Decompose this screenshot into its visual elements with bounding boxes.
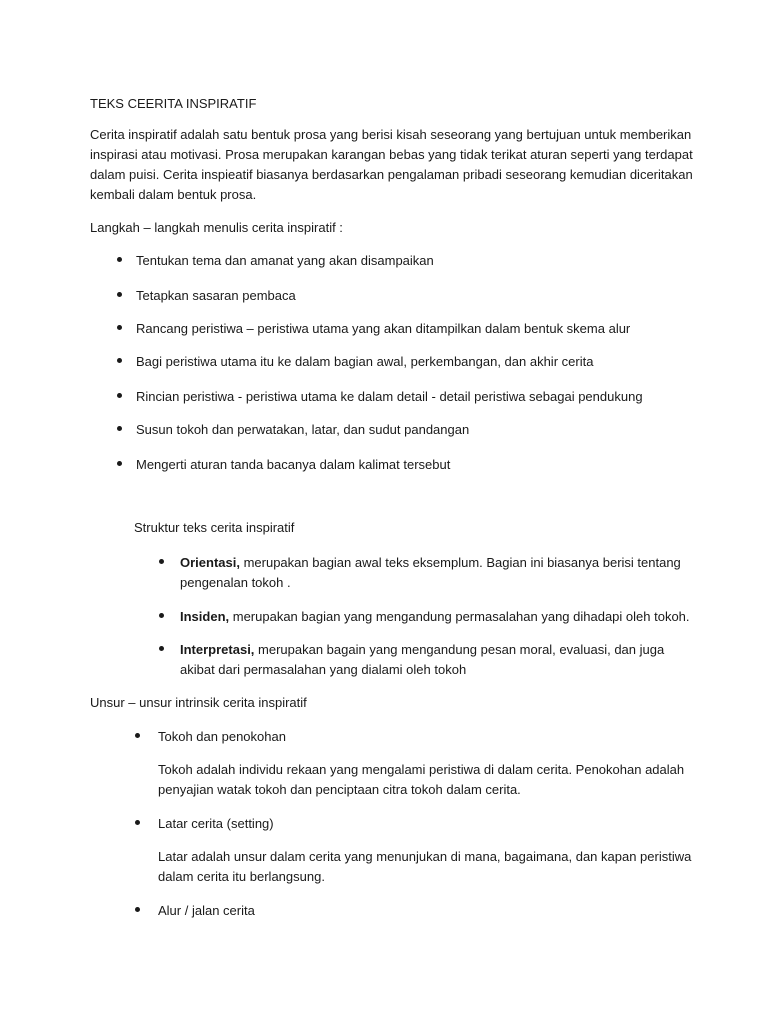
structure-desc: merupakan bagian awal teks eksemplum. Bagian ini biasanya berisi tentang — [239, 555, 681, 570]
intro-line: Cerita inspiratif adalah satu bentuk prosa yang berisi kisah seseorang yang bertujuan untuk memberikan — [90, 127, 692, 142]
structure-desc-cont: pengenalan tokoh . — [180, 575, 291, 590]
structure-heading: Struktur teks cerita inspiratif — [134, 520, 295, 535]
bullet-icon — [159, 646, 164, 651]
element-desc: Latar adalah unsur dalam cerita yang menunjukan di mana, bagaimana, dan kapan peristiwa — [158, 849, 692, 864]
list-item: Bagi peristiwa utama itu ke dalam bagian awal, perkembangan, dan akhir cerita — [136, 354, 594, 369]
bullet-icon — [135, 820, 140, 825]
element-desc: Tokoh adalah individu rekaan yang mengalami peristiwa di dalam cerita. Penokohan adalah — [158, 762, 685, 777]
list-item: Rincian peristiwa - peristiwa utama ke dalam detail - detail peristiwa sebagai pendukung — [136, 389, 643, 404]
list-item: Tetapkan sasaran pembaca — [136, 288, 296, 303]
element-label: Latar cerita (setting) — [158, 816, 274, 831]
structure-desc-cont: akibat dari permasalahan yang dialami oleh tokoh — [180, 662, 467, 677]
structure-term: Insiden, — [180, 609, 230, 624]
list-item: Tentukan tema dan amanat yang akan disampaikan — [136, 253, 434, 268]
list-item — [180, 553, 681, 573]
element-desc: penyajian watak tokoh dan penciptaan citra tokoh dalam cerita. — [158, 782, 521, 797]
steps-heading: Langkah – langkah menulis cerita inspiratif : — [90, 220, 343, 235]
bullet-icon — [135, 733, 140, 738]
structure-desc: merupakan bagain yang mengandung pesan moral, evaluasi, dan juga — [254, 642, 665, 657]
bullet-icon — [117, 325, 122, 330]
element-label: Tokoh dan penokohan — [158, 729, 286, 744]
bullet-icon — [159, 559, 164, 564]
bullet-icon — [135, 907, 140, 912]
list-item — [180, 640, 664, 660]
structure-desc: merupakan bagian yang mengandung permasalahan yang dihadapi oleh tokoh. — [229, 609, 690, 624]
list-item: Mengerti aturan tanda bacanya dalam kalimat tersebut — [136, 457, 451, 472]
bullet-icon — [117, 292, 122, 297]
bullet-icon — [117, 393, 122, 398]
list-item: Susun tokoh dan perwatakan, latar, dan sudut pandangan — [136, 422, 470, 437]
bullet-icon — [117, 358, 122, 363]
bullet-icon — [159, 613, 164, 618]
bullet-icon — [117, 426, 122, 431]
structure-term: Orientasi, — [180, 555, 240, 570]
list-item: Rancang peristiwa – peristiwa utama yang akan ditampilkan dalam bentuk skema alur — [136, 321, 631, 336]
document-title: TEKS CEERITA INSPIRATIF — [90, 96, 257, 111]
list-item — [180, 607, 690, 627]
intro-line: inspirasi atau motivasi. Prosa merupakan karangan bebas yang tidak terikat aturan seperti yang terdapat — [90, 147, 693, 162]
bullet-icon — [117, 461, 122, 466]
elements-heading: Unsur – unsur intrinsik cerita inspiratif — [90, 695, 307, 710]
structure-term: Interpretasi, — [180, 642, 255, 657]
element-desc: dalam cerita itu berlangsung. — [158, 869, 325, 884]
element-label: Alur / jalan cerita — [158, 903, 255, 918]
intro-line: kembali dalam bentuk prosa. — [90, 187, 257, 202]
intro-line: dalam puisi. Cerita inspieatif biasanya berdasarkan pengalaman pribadi seseorang kemudian diceritakan — [90, 167, 693, 182]
bullet-icon — [117, 257, 122, 262]
